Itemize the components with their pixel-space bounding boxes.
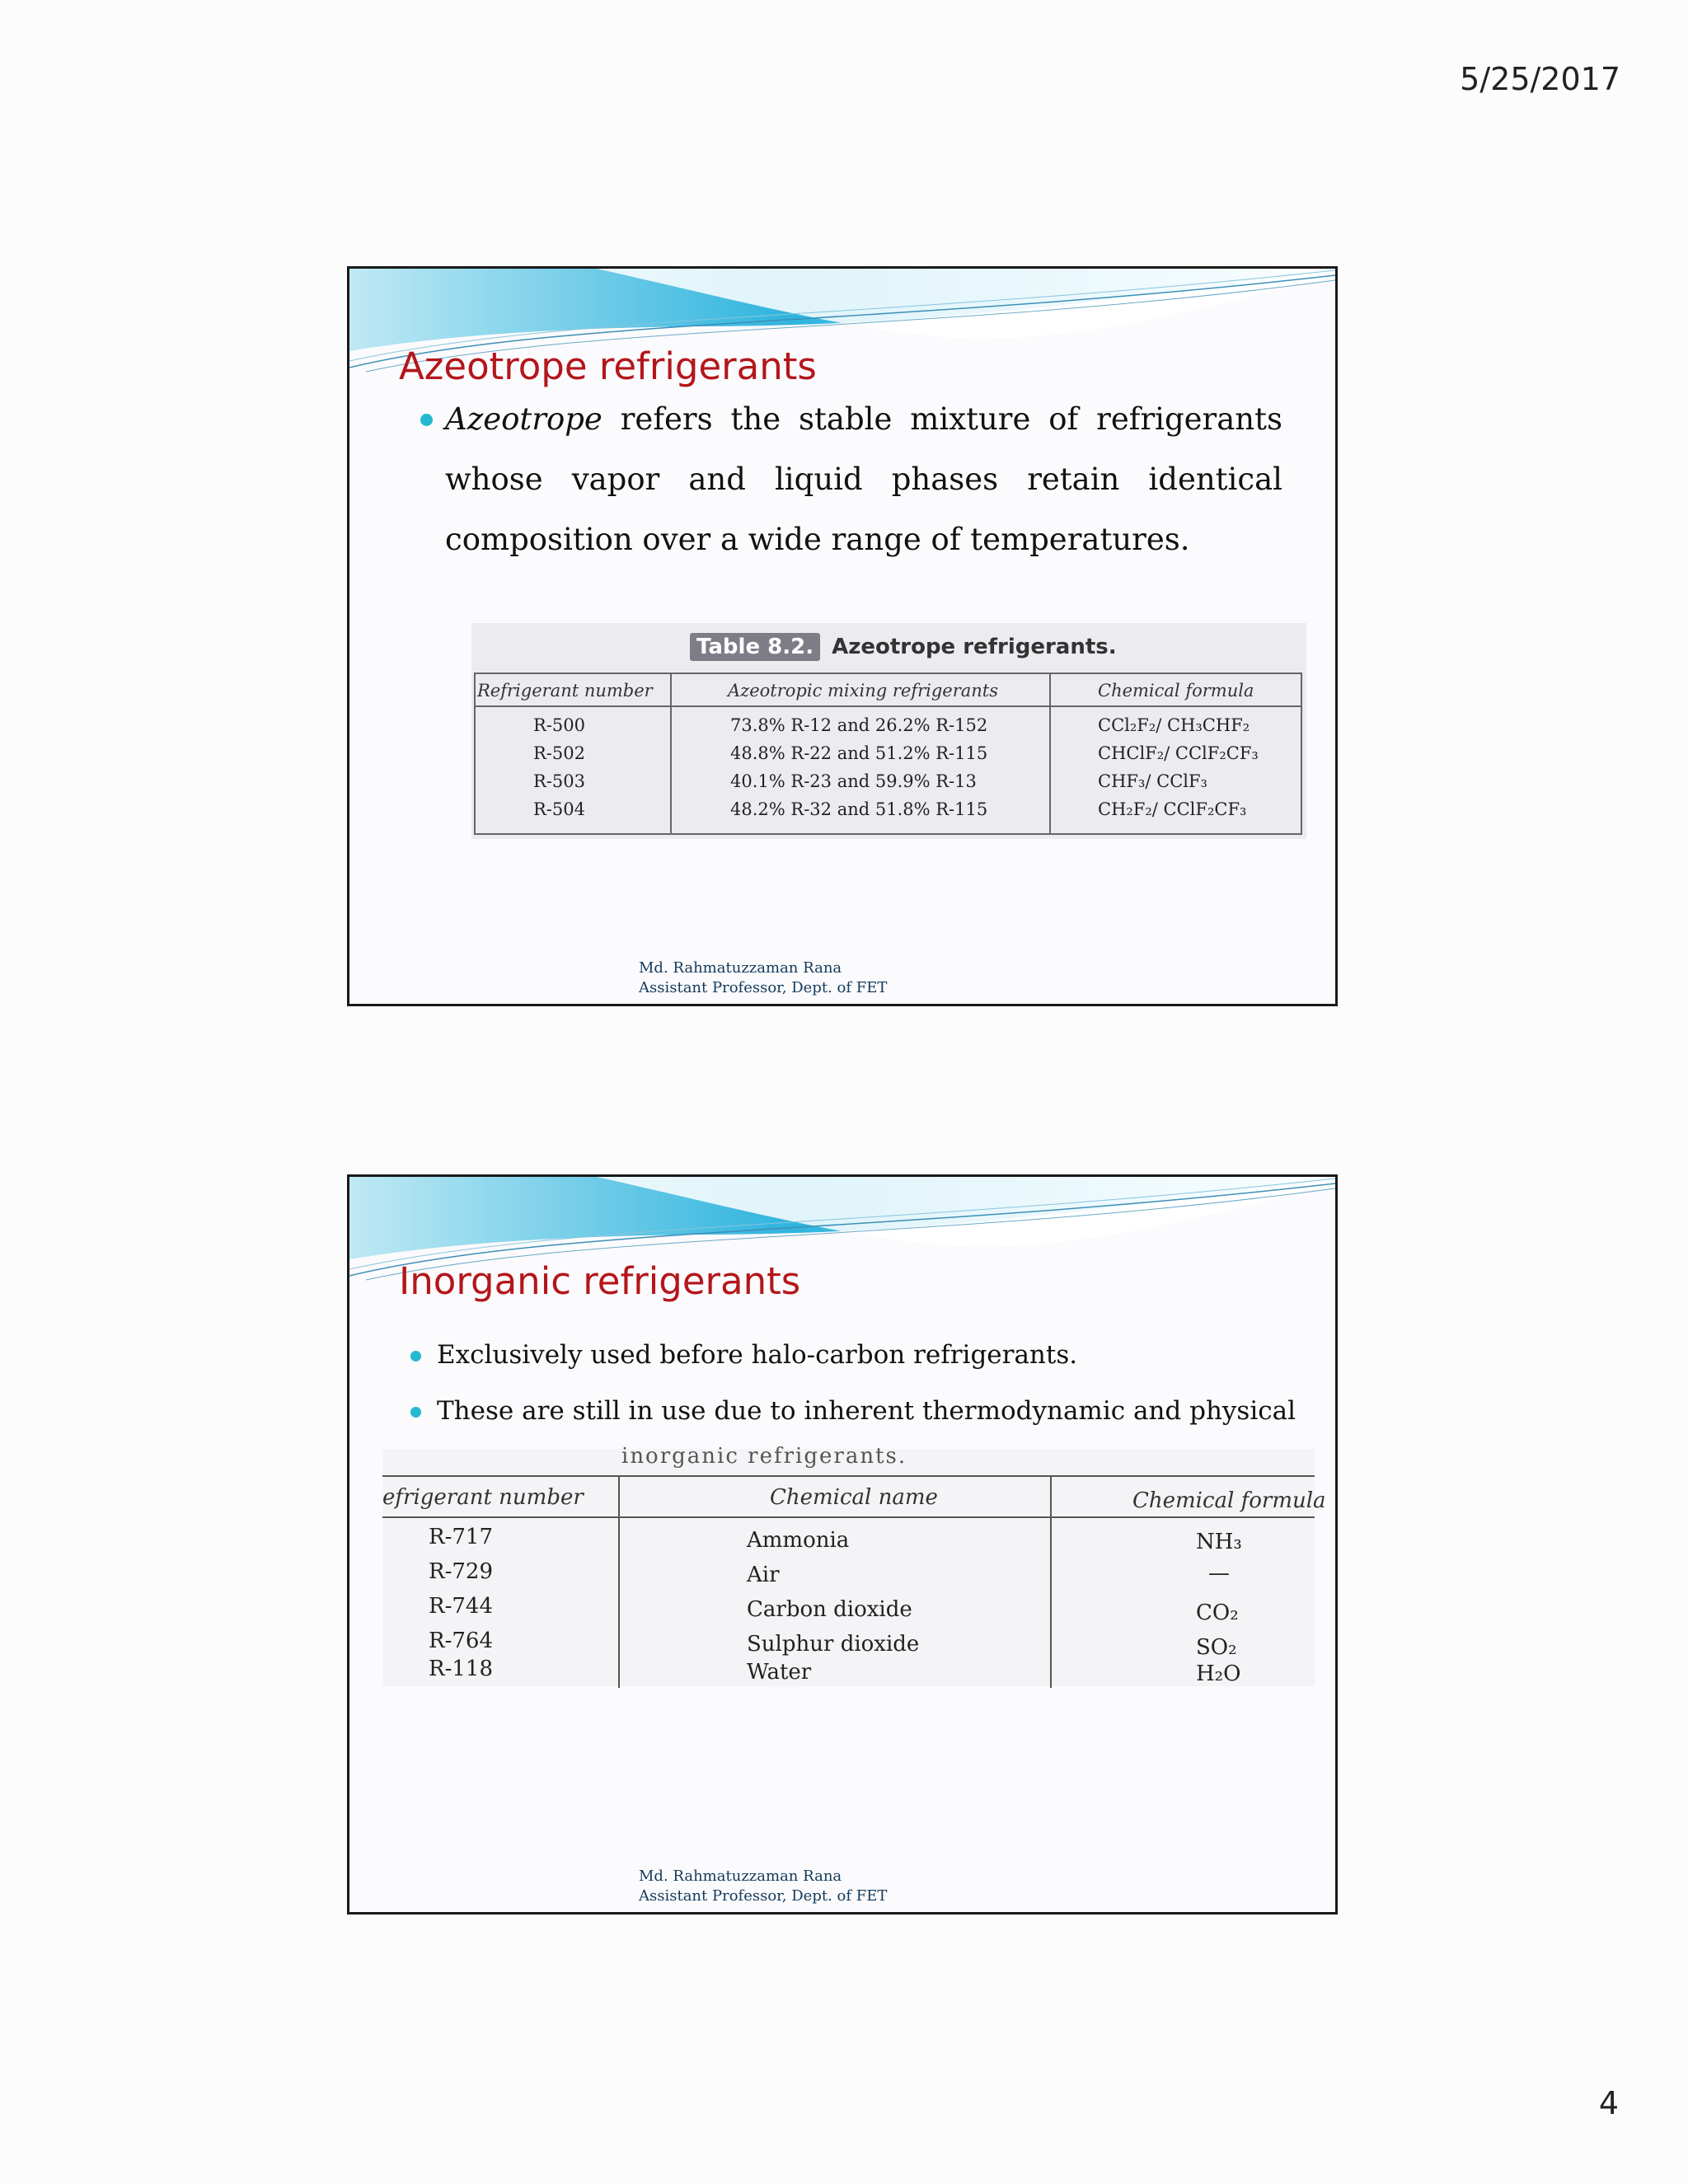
table-cell: Ammonia (747, 1528, 850, 1553)
bullet-text: These are still in use due to inherent thermodynamic and physical (437, 1396, 1296, 1426)
table-cell: R-717 (429, 1525, 493, 1549)
table-cell: R-500 (533, 715, 585, 735)
table-cell: R-118 (429, 1657, 493, 1681)
table-header: Chemical formula (1098, 681, 1254, 701)
table-tag: Table 8.2. (690, 633, 820, 661)
table-column-rule (670, 674, 672, 833)
table-cell: Water (747, 1660, 812, 1685)
table-column-rule (618, 1475, 620, 1688)
bullet-dot-icon (420, 414, 433, 426)
table-cell: R-504 (533, 799, 585, 819)
slide-footer (639, 958, 887, 998)
table-cell: SO₂ (1196, 1635, 1237, 1660)
table-header-rule (382, 1516, 1315, 1518)
table-cell: R-744 (429, 1594, 493, 1619)
footer-name: Md. Rahmatuzzaman Rana (639, 959, 842, 977)
table-cell: CCl₂F₂/ CH₃CHF₂ (1098, 715, 1250, 735)
table-header: Chemical name (770, 1485, 938, 1510)
bullet-text (445, 389, 1282, 569)
page-number: 4 (1598, 2085, 1619, 2121)
table-column-rule (1049, 674, 1051, 833)
table-caption-cut: inorganic refrigerants. (621, 1444, 907, 1469)
table-column-rule (1050, 1475, 1052, 1688)
slide-inorganic (347, 1174, 1338, 1915)
table-cell: 48.8% R-22 and 51.2% R-115 (730, 743, 988, 763)
table-cell: 73.8% R-12 and 26.2% R-152 (730, 715, 988, 735)
bullet-term: Azeotrope (445, 401, 603, 437)
table-cell: R-729 (429, 1559, 493, 1584)
slide-azeotrope (347, 266, 1338, 1006)
footer-name: Md. Rahmatuzzaman Rana (639, 1868, 842, 1885)
table-cell: Sulphur dioxide (747, 1632, 920, 1657)
table-cell: Air (747, 1563, 780, 1587)
bullet-rest: refers the stable mixture of refrigerants whose vapor and liquid phases retain identical composition over a wide range of temperatures. (445, 401, 1282, 557)
table-caption-text: Azeotrope refrigerants. (832, 635, 1117, 659)
table-cell: R-503 (533, 771, 585, 791)
table-cell: NH₃ (1196, 1530, 1242, 1554)
table-caption (690, 635, 1117, 659)
table-cell: H₂O (1196, 1661, 1241, 1686)
azeotrope-table-image (471, 623, 1306, 839)
table-header: Azeotropic mixing refrigerants (728, 681, 999, 701)
table-cell: 40.1% R-23 and 59.9% R-13 (730, 771, 977, 791)
table-cell: — (1208, 1561, 1230, 1586)
table-header: Chemical formula (1132, 1488, 1326, 1513)
bullet-dot-icon (410, 1351, 421, 1361)
table-header: efrigerant number (382, 1485, 584, 1510)
slide-title: Azeotrope refrigerants (399, 344, 817, 388)
table-cell: R-502 (533, 743, 585, 763)
inorganic-table-image (382, 1444, 1326, 1686)
table-header: Refrigerant number (477, 681, 653, 701)
bullet-text: Exclusively used before halo-carbon refrigerants. (437, 1340, 1078, 1370)
azeotrope-table (474, 673, 1302, 835)
table-cell: CH₂F₂/ CClF₂CF₃ (1098, 799, 1247, 819)
bullet-dot-icon (410, 1407, 421, 1418)
slide-footer (639, 1867, 887, 1906)
table-header-rule (476, 705, 1301, 707)
table-cell: CHF₃/ CClF₃ (1098, 771, 1207, 791)
footer-role: Assistant Professor, Dept. of FET (639, 979, 888, 996)
table-top-rule (382, 1475, 1315, 1477)
table-cell: R-764 (429, 1629, 493, 1653)
table-cell: CO₂ (1196, 1601, 1239, 1625)
footer-role: Assistant Professor, Dept. of FET (639, 1887, 888, 1905)
table-cell: 48.2% R-32 and 51.8% R-115 (730, 799, 988, 819)
slide-title: Inorganic refrigerants (399, 1259, 801, 1303)
page-date: 5/25/2017 (1460, 61, 1620, 97)
table-cell: Carbon dioxide (747, 1597, 912, 1622)
table-cell: CHClF₂/ CClF₂CF₃ (1098, 743, 1259, 763)
